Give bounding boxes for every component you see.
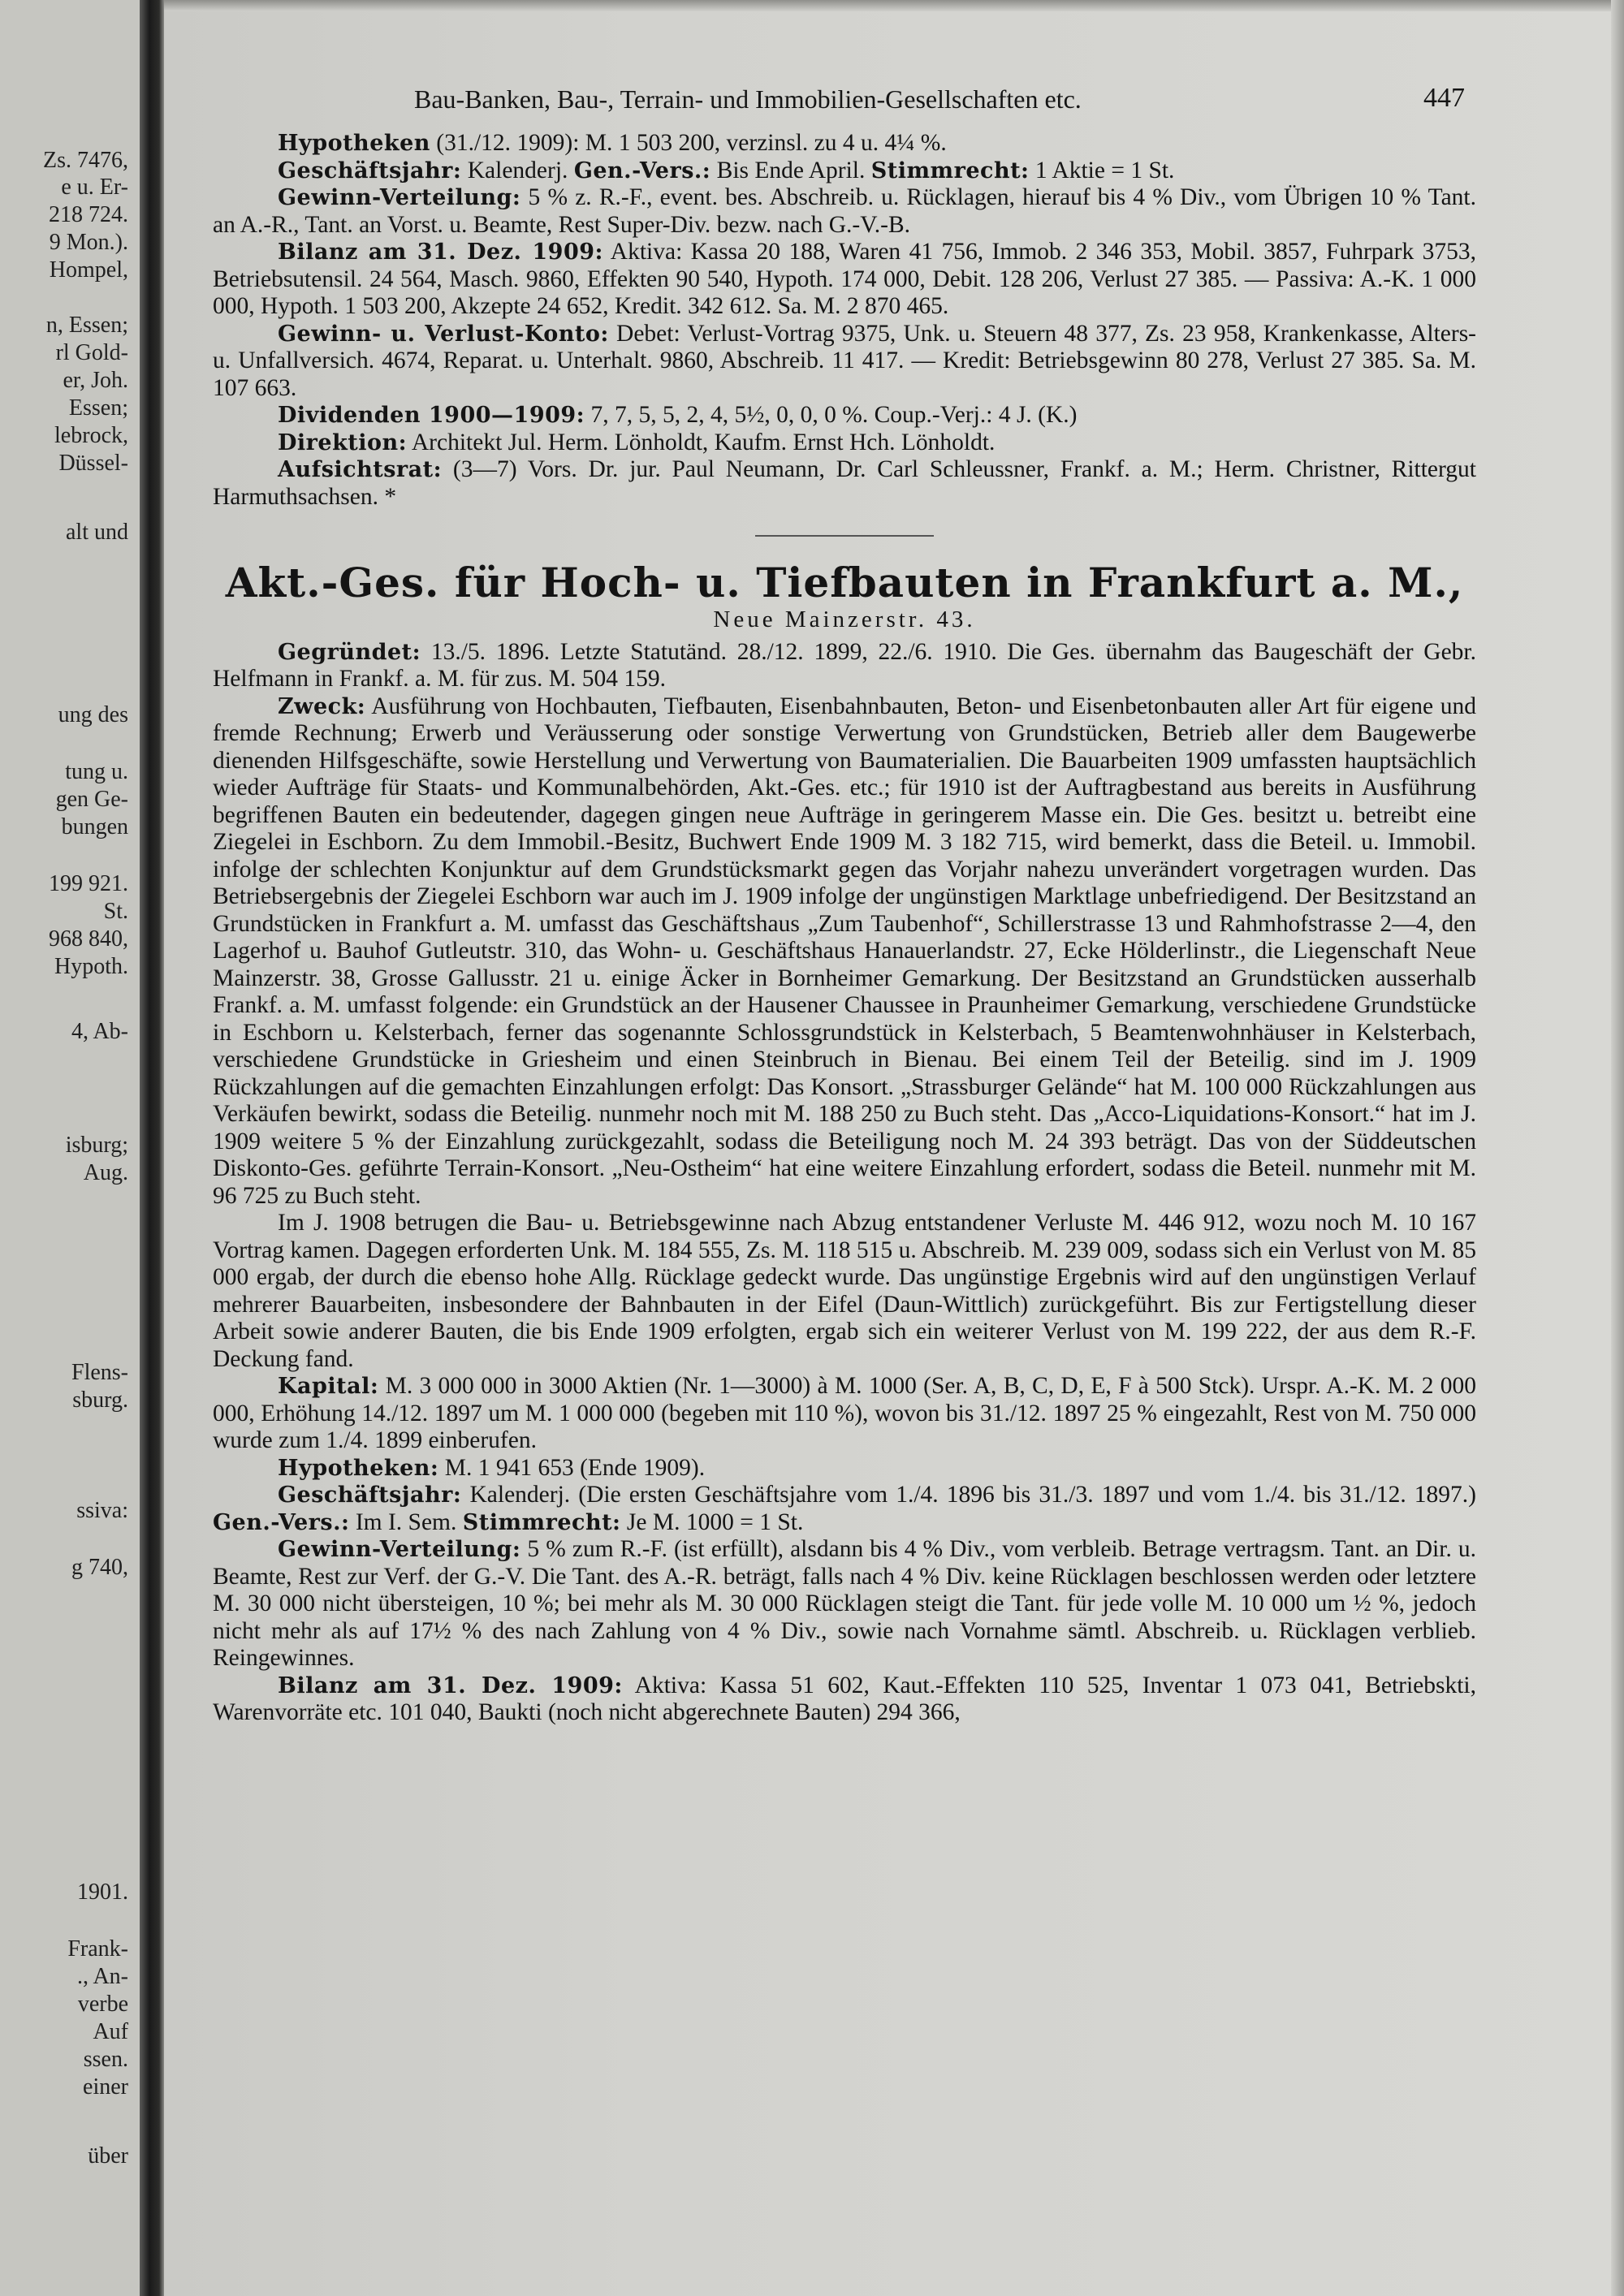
facing-page-fragment: verbe bbox=[77, 1992, 128, 2017]
stimmrecht-text: Je M. 1000 = 1 St. bbox=[620, 1508, 804, 1535]
facing-page-fragment: rl Gold- bbox=[55, 340, 128, 365]
facing-page-fragment: alt und bbox=[66, 520, 128, 545]
page-content bbox=[213, 81, 1476, 1727]
facing-page-fragment: St. bbox=[103, 899, 128, 924]
facing-page-fragment: über bbox=[88, 2143, 128, 2169]
entry-text: Architekt Jul. Herm. Lönholdt, Kaufm. Ernst Hch. Lönholdt. bbox=[407, 429, 996, 455]
prev-gewinn-verteilung bbox=[213, 184, 1476, 239]
page-right-edge bbox=[1611, 0, 1624, 2296]
gewinn-verteilung-label: Gewinn-Verteilung: bbox=[278, 1537, 521, 1562]
entry-text: (31./12. 1909): M. 1 503 200, verzinsl. zu 4 u. 4¼ %. bbox=[430, 130, 947, 156]
facing-page-fragment: 1901. bbox=[77, 1880, 128, 1905]
running-head-title: Bau-Banken, Bau-, Terrain- und Immobilien-Gesellschaften etc. bbox=[414, 84, 1082, 114]
prev-bilanz bbox=[213, 239, 1476, 321]
zweck-paragraph bbox=[213, 693, 1476, 1211]
kapital-paragraph bbox=[213, 1373, 1476, 1455]
entry-text: 1 Aktie = 1 St. bbox=[1029, 157, 1175, 183]
bilanz-paragraph bbox=[213, 1672, 1476, 1727]
page-number: 447 bbox=[1423, 83, 1465, 113]
facing-page-fragment: Düssel- bbox=[58, 451, 128, 476]
entry-label: Gen.-Vers.: bbox=[573, 158, 711, 183]
gen-vers-text: Im I. Sem. bbox=[349, 1508, 463, 1535]
facing-page-fragment: Essen; bbox=[68, 395, 128, 421]
prev-direktion bbox=[213, 429, 1476, 457]
facing-page-fragment: Aug. bbox=[83, 1160, 128, 1185]
result-paragraph: Im J. 1908 betrugen die Bau- u. Betriebsgewinne nach Abzug entstandener Verluste M. 446 912, wozu noch M. 10 167 Vortrag kamen. Dagegen erforderten Unk. M. 184 555, Zs. M. 118 515 u. Abschreib. M. 239 009, sodass sich ein Verlust von M. 85 000 ergab, der durch die ebenso hohe Allg. Rücklage gedeckt wurde. Das ungünstige Ergebnis wird auf den ungünstigen Verlauf mehrerer Bauarbeiten, insbesondere der Bahnbauten in der Eifel (Daun-Wittlich) zurückgeführt. Bis zur Fertigstellung dieser Arbeit sowie anderer Bauten, die bis Ende 1909 erfolgten, ergab sich ein weiterer Verlust von M. 199 222, der aus dem R.-F. Deckung fand. bbox=[213, 1210, 1476, 1372]
facing-page-fragment: 199 921. bbox=[49, 871, 128, 896]
company-entry bbox=[213, 559, 1476, 1727]
entry-label: Direktion: bbox=[278, 429, 408, 455]
gegruendet-text: 13./5. 1896. Letzte Statutänd. 28./12. 1899, 22./6. 1910. Die Ges. übernahm das Baugeschäft der Gebr. Helfmann in Frankf. a. M. für zus. M. 504 159. bbox=[213, 638, 1476, 692]
hypotheken-text: M. 1 941 653 (Ende 1909). bbox=[438, 1454, 706, 1481]
facing-page-fragment: sburg. bbox=[72, 1388, 128, 1413]
previous-page-text-fragments bbox=[0, 0, 140, 2296]
gen-vers-label: Gen.-Vers.: bbox=[213, 1509, 350, 1535]
entry-label: Dividenden 1900—1909: bbox=[278, 403, 585, 428]
facing-page-fragment: g 740, bbox=[71, 1555, 128, 1580]
entry-label: Geschäftsjahr: bbox=[278, 158, 462, 183]
facing-page-fragment: einer bbox=[83, 2074, 128, 2100]
gewinn-verteilung-paragraph bbox=[213, 1536, 1476, 1672]
entry-text: Debet: Verlust-Vortrag 9375, Unk. u. Steuern 48 377, Zs. 23 958, Krankenkasse, Alters- u. Unfallversich. 4674, Reparat. u. Unterhalt. 9860, Abschreib. 11 417. — Kredit: Betriebsgewinn 80 278, Verlust 27 385. Sa. M. 107 663. bbox=[213, 320, 1477, 401]
geschaeftsjahr-text: Kalenderj. (Die ersten Geschäftsjahre vom 1./4. 1896 bis 31./3. 1897 und vom 1./4. bis 31./12. 1897.) bbox=[461, 1482, 1476, 1508]
facing-page-fragment: lebrock, bbox=[54, 423, 128, 448]
facing-page-fragment: ssiva: bbox=[76, 1498, 128, 1523]
hypotheken-label: Hypotheken: bbox=[278, 1455, 439, 1481]
facing-page-fragment: er, Joh. bbox=[63, 368, 128, 393]
prev-hypotheken bbox=[213, 130, 1476, 158]
facing-page-fragment: 4, Ab- bbox=[71, 1019, 128, 1044]
geschaeftsjahr-label: Geschäftsjahr: bbox=[278, 1482, 462, 1508]
entry-text: 5 % z. R.-F., event. bes. Abschreib. u. Rücklagen, hierauf bis 4 % Div., vom Übrigen 10 % Tant. an A.-R., Tant. an Vorst. u. Beamte, Rest Super-Div. bezw. nach G.-V.-B. bbox=[213, 184, 1476, 238]
facing-page-fragment: isburg; bbox=[65, 1133, 128, 1158]
facing-page-fragment: 9 Mon.). bbox=[49, 230, 128, 255]
zweck-label: Zweck: bbox=[278, 693, 366, 719]
facing-page-fragment: gen Ge- bbox=[55, 787, 128, 812]
facing-page-fragment: ssen. bbox=[83, 2047, 128, 2072]
facing-page-fragment: tung u. bbox=[65, 759, 128, 784]
hypotheken-paragraph bbox=[213, 1455, 1476, 1482]
facing-page-fragment: Hypoth. bbox=[54, 954, 128, 979]
section-divider bbox=[755, 535, 934, 537]
gewinn-verteilung-text: 5 % zum R.-F. (ist erfüllt), alsdann bis 4 % Div., vom verbleib. Betrage vertragsm. Tant. an Dir. u. Beamte, Rest zur Verf. der G.-V. Die Tant. des A.-R. beträgt, falls nach 4 % Div. keine Rücklagen beschlossen werden oder letztere M. 30 000 nicht übersteigen, 10 %; bei mehr als M. 30 000 Rücklagen steigt die Tant. für jede volle M. 10 000 um ½ %, jedoch nicht mehr als auf 17½ % des nach Zahlung von 4 % Div., sowie nach Vornahme sämtl. Abschreib. u. Rücklagen verblieb. Reingewinnes. bbox=[213, 1536, 1476, 1671]
facing-page-fragment: Auf bbox=[93, 2019, 128, 2044]
gegruendet-paragraph bbox=[213, 639, 1476, 693]
bilanz-label: Bilanz am 31. Dez. 1909: bbox=[278, 1672, 623, 1698]
facing-page-fragment: Flens- bbox=[71, 1360, 128, 1385]
entry-label: Aufsichtsrat: bbox=[278, 457, 443, 482]
facing-page-fragment: e u. Er- bbox=[61, 175, 128, 200]
entry-text: (3—7) Vors. Dr. jur. Paul Neumann, Dr. Carl Schleussner, Frankf. a. M.; Herm. Christner, Rittergut Harmuthsachsen. * bbox=[213, 456, 1476, 510]
facing-page-fragment: Hompel, bbox=[49, 257, 128, 283]
facing-page-fragment: ., An- bbox=[77, 1964, 128, 1989]
kapital-text: M. 3 000 000 in 3000 Aktien (Nr. 1—3000) à M. 1000 (Ser. A, B, C, D, E, F à 500 Stck). Urspr. A.-K. M. 2 000 000, Erhöhung 14./12. 1897 um M. 1 000 000 (begeben mit 110 %), wovon bis 31./12. 1897 25 % eingezahlt, Rest von M. 750 000 wurde zum 1./4. 1899 einberufen. bbox=[213, 1373, 1476, 1453]
book-spine-shadow bbox=[140, 0, 164, 2296]
facing-page-fragment: Zs. 7476, bbox=[43, 148, 128, 173]
entry-text: Bis Ende April. bbox=[710, 157, 871, 183]
facing-page-fragment: n, Essen; bbox=[45, 313, 128, 338]
entry-text: 7, 7, 5, 5, 2, 4, 5½, 0, 0, 0 %. Coup.-Verj.: 4 J. (K.) bbox=[585, 402, 1078, 428]
entry-label: Stimmrecht: bbox=[870, 158, 1030, 183]
entry-text: Kalenderj. bbox=[461, 157, 574, 183]
geschaeftsjahr-paragraph bbox=[213, 1482, 1476, 1536]
company-address: Neue Mainzerstr. 43. bbox=[713, 606, 976, 632]
facing-page-fragment: Frank- bbox=[67, 1936, 128, 1962]
prev-dividenden bbox=[213, 402, 1476, 429]
facing-page-fragment: 968 840, bbox=[49, 926, 128, 952]
entry-label: Bilanz am 31. Dez. 1909: bbox=[278, 240, 603, 265]
prev-gewinn-verlust-konto bbox=[213, 321, 1476, 403]
zweck-text: Ausführung von Hochbauten, Tiefbauten, Eisenbahnbauten, Beton- und Eisenbetonbauten aller Art für eigene und fremde Rechnung; Erwerb und Veräusserung oder sonstige Verwertung von Grundstücken, Betrieb aller dem Baugewerbe dienenden Hilfsgeschäfte, sowie Herstellung und Verwertung von Baumaterialien. Die Bauarbeiten 1909 umfassten hauptsächlich wieder Aufträge für Staats- und Kommunalbehörden, Akt.-Ges. etc.; für 1910 ist der Auftragbestand aus bereits in Ausführung begriffenen Bauten ein bedeutender, dagegen gingen neue Aufträge in geringerem Masse ein. Die Ges. besitzt u. betreibt eine Ziegelei in Eschborn. Zu dem Immobil.-Besitz, Buchwert Ende 1909 M. 3 182 715, wird bemerkt, dass die Beteil. u. Immobil. infolge der schlechten Konjunktur auf dem Grundstücksmarkt gegen das Vorjahr nahezu unverändert vorgetragen wurden. Das Betriebsergebnis der Ziegelei Eschborn war auch im J. 1909 infolge der ungünstigen Marktlage unbefriedigend. Der Besitzstand an Grundstücken in Frankfurt a. M. umfasst das Geschäftshaus „Zum Taubenhof“, Schillerstrasse 13 und Rahmhofstrasse 2—4, den Lagerhof u. Bauhof Gutleutstr. 310, das Wohn- u. Geschäftshaus Hanauerlandstr. 27, Ecke Hölderlinstr., die Liegenschaft Neue Mainzerstr. 38, Grosse Gallusstr. 21 u. einige Äcker in Bornheimer Gemarkung. Der Besitzstand an Grundstücken ausserhalb Frankf. a. M. umfasst folgende: ein Grundstück an der Hausener Chaussee in Praunheimer Gemarkung, verschiedene Grundstücke in Eschborn u. Kelsterbach, ferner das sogenannte Schlossgrundstück in Kelsterbach, 5 Beamtenwohnhäuser in Kelsterbach, verschiedene Grundstücke in Griesheim und einen Steinbruch in Bienau. Bei einem Teil der Beteilig. sind im J. 1909 Rückzahlungen auf die gemachten Einzahlungen erfolgt: Das Konsort. „Strassburger Gelände“ hat M. 100 000 Rückzahlungen aus Verkäufen bewirkt, sodass die Beteilig. nunmehr noch mit M. 188 250 zu Buch steht. Das „Acco-Liquidations-Konsort.“ hat im J. 1909 weitere 5 % der Einzahlung zurückgezahlt, sodass die Beteiligung noch M. 24 393 beträgt. Das von der Süddeutschen Diskonto-Ges. geführte Terrain-Konsort. „Neu-Ostheim“ hat eine weitere Einzahlung erfordert, sodass die Beteil. nunmehr mit M. 96 725 zu Buch steht. bbox=[213, 693, 1476, 1209]
prev-geschaeftsjahr bbox=[213, 158, 1476, 185]
facing-page-fragment: ung des bbox=[58, 702, 128, 727]
facing-page-fragment: bungen bbox=[61, 814, 128, 839]
entry-text: Aktiva: Kassa 20 188, Waren 41 756, Immob. 2 346 353, Mobil. 3857, Fuhrpark 3753, Betriebsutensil. 24 564, Masch. 9860, Effekten 90 540, Hypoth. 174 000, Debit. 128 206, Verlust 27 385. — Passiva: A.-K. 1 000 000, Hypoth. 1 503 200, Akzepte 24 652, Kredit. 342 612. Sa. M. 2 870 465. bbox=[213, 239, 1476, 319]
kapital-label: Kapital: bbox=[278, 1374, 379, 1399]
entry-label: Gewinn-Verteilung: bbox=[278, 185, 521, 210]
company-title: Akt.-Ges. für Hoch- u. Tiefbauten in Frankfurt a. M., bbox=[225, 559, 1464, 606]
entry-label: Gewinn- u. Verlust-Konto: bbox=[278, 321, 609, 347]
bilanz-text: Aktiva: Kassa 51 602, Kaut.-Effekten 110 525, Inventar 1 073 041, Betriebskti, Warenvorräte etc. 101 040, Baukti (noch nicht abgerechnete Bauten) 294 366, bbox=[213, 1672, 1476, 1725]
facing-page-fragment: 218 724. bbox=[49, 202, 128, 227]
prev-aufsichtsrat bbox=[213, 456, 1476, 511]
stimmrecht-label: Stimmrecht: bbox=[462, 1509, 621, 1535]
entry-label: Hypotheken bbox=[278, 131, 430, 156]
page-top-edge bbox=[164, 0, 1624, 11]
previous-company-entry bbox=[213, 130, 1476, 511]
gegruendet-label: Gegründet: bbox=[278, 639, 421, 665]
running-head bbox=[213, 81, 1476, 120]
